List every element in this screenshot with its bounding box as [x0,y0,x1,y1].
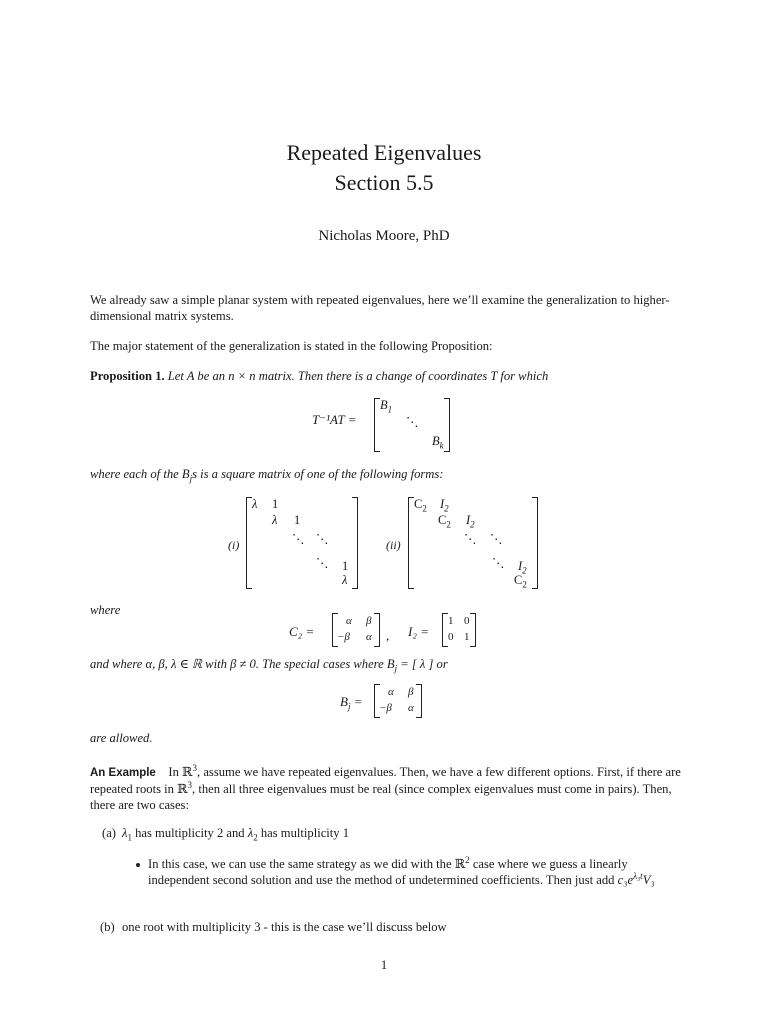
title-line-2: Section 5.5 [334,170,434,195]
case-b-label: (b) [100,920,115,934]
intro-paragraph-2: The major statement of the generalization is stated in the following Proposition: [90,339,493,353]
entry-i2: $I_2$ [440,497,449,514]
entry-lambda: λ [252,497,258,511]
entry-beta: β [366,615,372,627]
bj-equation-lhs: $B_j$ = [340,694,363,712]
entry-c2: $C_2$ [514,573,527,590]
c2-equation-lhs: C₂ = [289,624,315,639]
allowed-text: are allowed. [90,731,153,745]
equation-lhs: T⁻¹AT = [312,412,357,427]
intro-paragraph-1: We already saw a simple planar system with repeated eigenvalues, here we’ll examine the generalization to higher-dimensional matrix systems. [90,293,670,323]
block-diagonal-matrix [374,398,450,452]
proposition-statement [90,368,686,384]
case-a-label: (a) [102,826,116,840]
c2-matrix [332,613,380,647]
page-number: 1 [380,958,388,972]
title-line-1: Repeated Eigenvalues [286,140,482,165]
form-i-label: (i) [228,538,240,552]
entry-i2: $I_2$ [466,513,475,530]
right-bracket [444,398,450,452]
diagonal-dots: ⋱ [464,532,477,546]
diagonal-dots: ⋱ [490,532,503,546]
entry-one: 1 [272,497,279,511]
example-label: An Example [90,767,156,779]
entry-c2: $C_2$ [438,513,451,530]
diagonal-dots: ⋱ [492,556,505,570]
conditions-text: and where α, β, λ ∈ ℝ with β ≠ 0. The special cases where $B_j$ = [ λ ] or [90,657,448,674]
right-bracket [416,684,422,718]
page-title [0,138,768,198]
entry-one: 1 [464,631,470,643]
case-a-text: $\lambda_1$ has multiplicity 2 and $\lambda_2$ has multiplicity 1 [122,826,350,843]
form-ii-label: (ii) [386,538,401,552]
jordan-block-matrix [246,497,358,589]
proposition-label: Proposition 1. [90,369,165,383]
entry-zero: 0 [448,631,454,643]
entry-alpha: α [346,615,352,627]
matrix-entry-bk: $B_k$ [432,434,444,451]
entry-zero: 0 [464,615,470,627]
entry-one: 1 [294,513,301,527]
proposition-text: Let A be an n × n matrix. Then there is a change of coordinates T for which [167,369,549,383]
bj-matrix [374,684,422,718]
example-paragraph: An Example In ℝ$^3$, assume we have repeated eigenvalues. Then, we have a few different options. First, if there are repeated roots in ℝ$^3$, then all three eigenvalues must be real (since complex eigenvalues must come in pairs). Then, there are two cases: [90,762,681,812]
entry-alpha: α [408,702,414,714]
complex-block-matrix [408,497,538,589]
matrix-entry-b1: $B_1$ [380,398,393,415]
right-bracket [374,613,380,647]
entry-one: 1 [342,559,349,573]
bullet-point [136,863,140,867]
where-label: where [90,603,121,617]
entry-alpha: α [388,686,394,698]
entry-i2: $I_2$ [518,559,527,576]
entry-one: 1 [448,615,454,627]
right-bracket [352,497,358,589]
diagonal-dots: ⋱ [316,532,329,546]
entry-lambda: λ [272,513,278,527]
entry-alpha: α [366,631,372,643]
entry-neg-beta: −β [379,702,392,714]
diagonal-dots: ⋱ [316,556,329,570]
author-name: Nicholas Moore, PhD [318,228,450,244]
diagonal-dots: ⋱ [292,532,305,546]
diagonal-dots: ⋱ [406,415,419,429]
i2-equation-lhs: I₂ = [408,624,429,639]
comma: , [386,628,390,643]
identity-matrix [442,613,476,647]
entry-c2: $C_2$ [414,497,427,514]
forms-description: where each of the $B_js$ is a square matrix of one of the following forms: [90,467,444,484]
case-b-text: one root with multiplicity 3 - this is the case we’ll discuss below [122,920,447,934]
entry-lambda: λ [342,573,348,587]
right-bracket [470,613,476,647]
entry-beta: β [408,686,414,698]
entry-neg-beta: −β [337,631,350,643]
bullet-text: In this case, we can use the same strategy as we did with the ℝ$^2$ case where we guess a linearly independent second solution and use the method of undetermined coefficients. Then just add $c_3e^{\lambda_3t}V_3$ [148,854,655,887]
right-bracket [532,497,538,589]
